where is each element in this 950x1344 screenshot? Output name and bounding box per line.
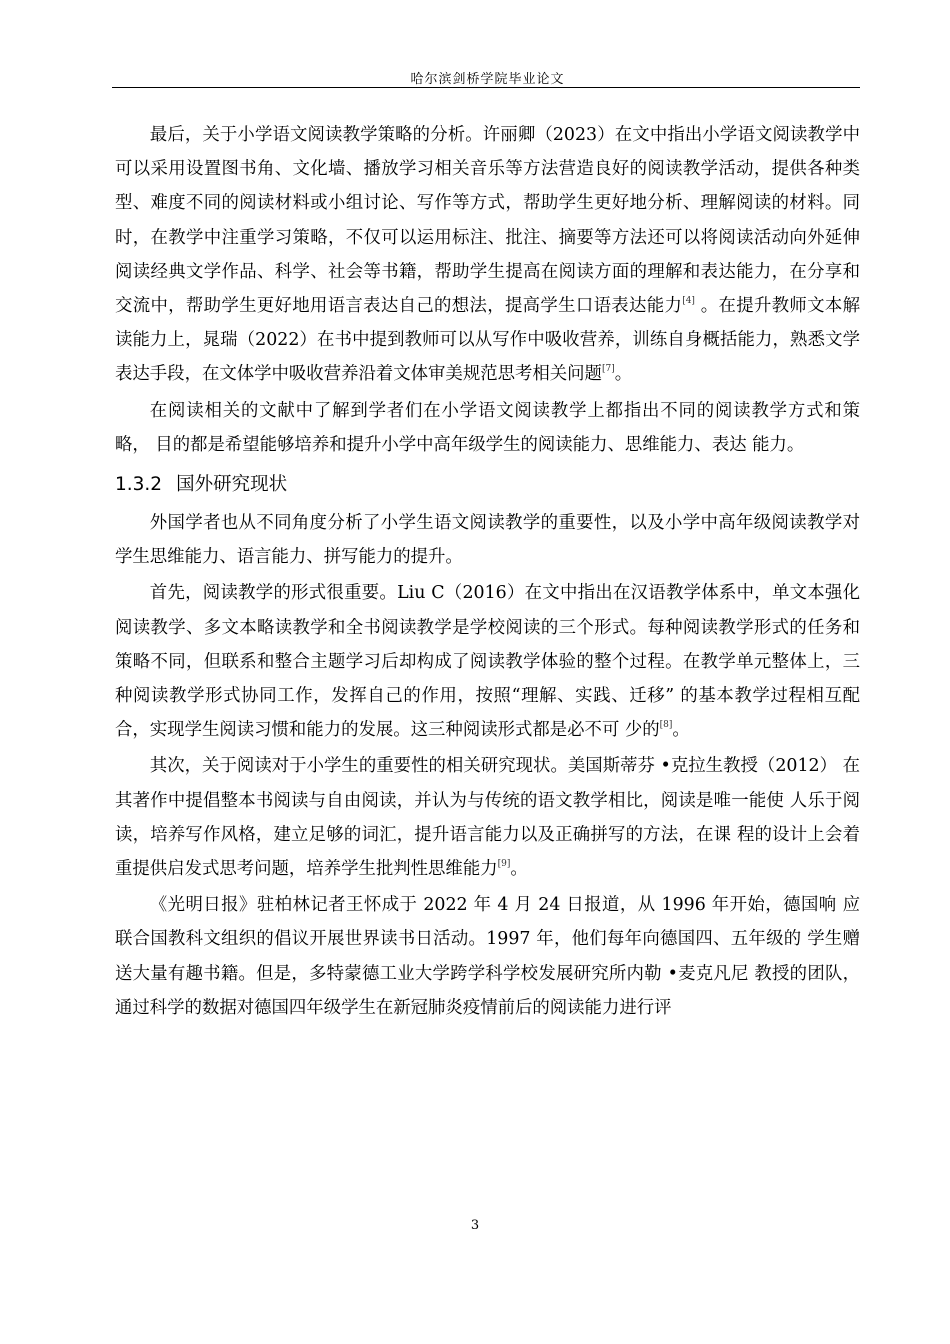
paragraph-strategy-analysis <box>115 118 860 392</box>
section-title: 国外研究现状 <box>176 474 288 496</box>
paragraph-text: 首先，阅读教学的形式很重要。Liu C（2016）在文中指出在汉语教学体系中，单文本强化阅读教学、多文本略读教学和全书阅读教学是学校阅读的三个形式。每种阅读教学形式的任务和策略不同，但联系和整合主题学习后却构成了阅读教学体验的整个过程。在教学单元整体上，三种阅读教学形式协同工作，发挥自己的作用，按照“理解、实践、迁移” 的基本教学过程相互配合，实现学生阅读习惯和能力的发展。这三种阅读形式都是必不可 少的 <box>115 583 860 741</box>
paragraph-foreign-intro: 外国学者也从不同角度分析了小学生语文阅读教学的重要性，以及小学中高年级阅读教学对学生思维能力、语言能力、拼写能力的提升。 <box>115 513 860 568</box>
section-heading <box>115 468 860 502</box>
paragraph-text: 最后，关于小学语文阅读教学策略的分析。许丽卿（2023）在文中指出小学语文阅读教学中可以采用设置图书角、文化墙、播放学习相关音乐等方法营造良好的阅读教学活动，提供各种类型、难度不同的阅读材料或小组讨论、写作等方式，帮助学生更好地分析、理解阅读的材料。同时，在教学中注重学习策略，不仅可以运用标注、批注、摘要等方法还可以将阅读活动向外延伸阅读经典文学作品、科学、社会等书籍，帮助学生提高在阅读方面的理解和表达能力，在分享和交流中，帮助学生更好地用语言表达自己的想法，提高学生口语表达能力 <box>115 125 860 317</box>
paragraph-reading-forms <box>115 576 860 747</box>
paragraph-text: 其次，关于阅读对于小学生的重要性的相关研究现状。美国斯蒂芬 •克拉生教授（2012） 在其著作中提倡整本书阅读与自由阅读，并认为与传统的语文教学相比，阅读是唯一能使 人乐于阅读，培养写作风格，建立足够的词汇，提升语言能力以及正确拼写的方法，在课 程的设计上会着重提供启发式思考问题，培养学生批判性思维能力 <box>115 756 860 880</box>
paragraph-literature-summary: 在阅读相关的文献中了解到学者们在小学语文阅读教学上都指出不同的阅读教学方式和策略， 目的都是希望能够培养和提升小学中高年级学生的阅读能力、思维能力、表达 能力。 <box>115 400 860 455</box>
citation-ref: [4] <box>682 296 695 307</box>
header-rule <box>112 87 860 88</box>
paragraph-germany-report: 《光明日报》驻柏林记者王怀成于 2022 年 4 月 24 日报道，从 1996 年开始，德国响 应联合国教科文组织的倡议开展世界读书日活动。1997 年，他们每年向德国四、五年级的 学生赠送大量有趣书籍。但是，多特蒙德工业大学跨学科学校发展研究所内勒 •麦克凡尼 教授的团队，通过科学的数据对德国四年级学生在新冠肺炎疫情前后的阅读能力进行评 <box>115 895 860 1018</box>
paragraph-text: 。 <box>510 859 528 880</box>
page-number: 3 <box>470 1218 480 1233</box>
citation-ref: [8] <box>659 720 673 731</box>
paragraph-reading-importance <box>115 749 860 886</box>
citation-ref: [9] <box>497 859 511 870</box>
section-number: 1.3.2 <box>115 474 163 496</box>
paragraph-text: 。在提升教师文本解读能力上，晁瑞（2022）在书中提到教师可以从写作中吸收营养，训练自身概括能力，熟悉文学表达手段，在文体学中吸收营养沿着文体审美规范思考相关问题 <box>115 296 860 385</box>
citation-ref: [7] <box>601 364 615 375</box>
paragraph-text: 。 <box>614 364 633 385</box>
paragraph-text: 。 <box>672 720 690 741</box>
page-header: 哈尔滨剑桥学院毕业论文 <box>410 72 565 87</box>
document-body <box>115 118 860 1025</box>
